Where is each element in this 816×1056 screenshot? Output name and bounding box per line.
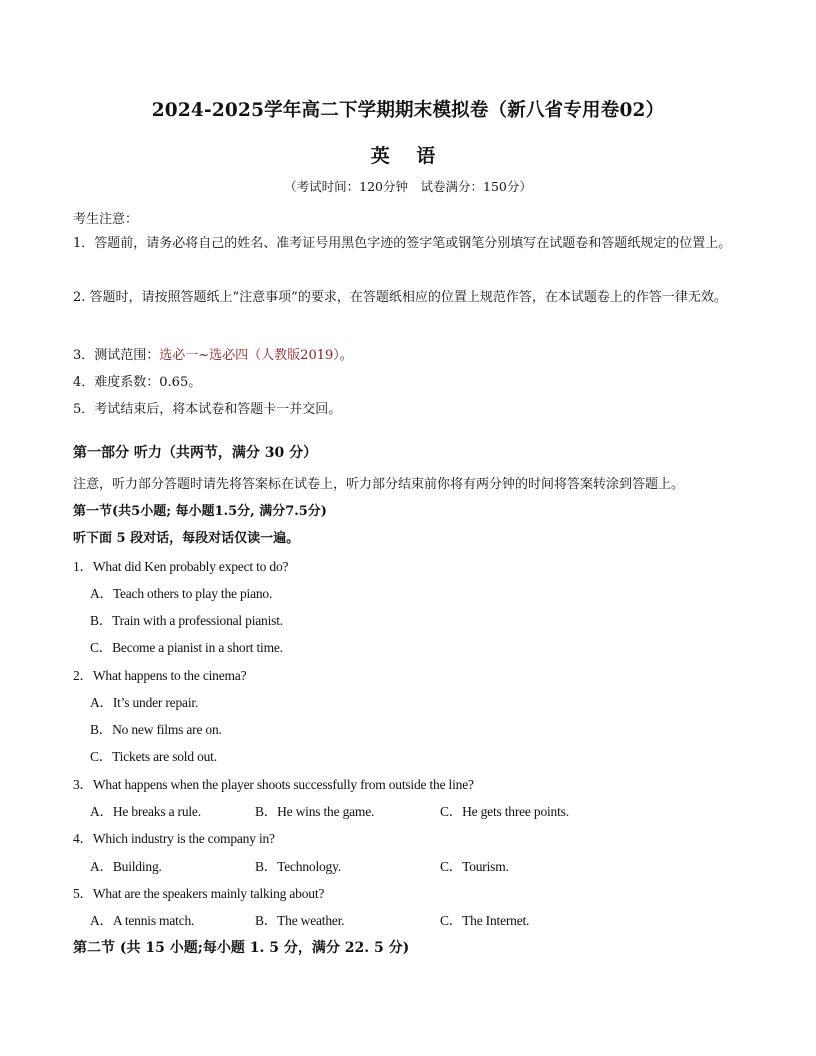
- notice-item-3-prefix: 3．测试范围：: [73, 348, 160, 363]
- section1-heading: 第一节(共5小题; 每小题1.5分, 满分7.5分): [73, 504, 327, 519]
- question-3-stem: 3．What happens when the player shoots successfully from outside the line?: [73, 777, 474, 792]
- notice-item-3: [73, 344, 353, 363]
- subject-title: 英 语: [370, 145, 446, 167]
- notice-item-2: 2. 答题时，请按照答题纸上“注意事项”的要求，在答题纸相应的位置上规范作答，在本试题卷上的作答一律无效。: [73, 290, 727, 305]
- question-3-option-b: B．He wins the game.: [255, 804, 375, 819]
- question-4-option-c: C．Tourism.: [440, 859, 509, 874]
- exam-title: 2024-2025学年高二下学期期末模拟卷（新八省专用卷02）: [151, 100, 665, 121]
- question-5-stem: 5．What are the speakers mainly talking about?: [73, 886, 325, 901]
- notice-item-1: 1．答题前，请务必将自己的姓名、准考证号用黑色字迹的签字笔或钢笔分别填写在试题卷和答题纸规定的位置上。: [73, 236, 732, 251]
- time-note: （考试时间：120分钟 试卷满分：150分）: [284, 179, 532, 194]
- question-4-stem: 4．Which industry is the company in?: [73, 831, 275, 846]
- question-4-option-a: A．Building.: [90, 859, 162, 874]
- question-3-option-a: A．He breaks a rule.: [90, 804, 201, 819]
- question-3-option-c: C．He gets three points.: [440, 804, 569, 819]
- question-2-option-c: C．Tickets are sold out.: [90, 749, 217, 764]
- question-2-stem: 2．What happens to the cinema?: [73, 668, 247, 683]
- listening-note: 注意，听力部分答题时请先将答案标在试卷上，听力部分结束前你将有两分钟的时间将答案转涂到答题上。: [73, 477, 685, 492]
- question-1-stem: 1．What did Ken probably expect to do?: [73, 559, 289, 574]
- question-5-option-b: B．The weather.: [255, 913, 345, 928]
- part1-heading: 第一部分 听力（共两节，满分 30 分）: [73, 445, 318, 461]
- section1-instruction: 听下面 5 段对话，每段对话仅读一遍。: [73, 531, 300, 546]
- question-2-option-a: A．It’s under repair.: [90, 695, 199, 710]
- notice-heading: 考生注意：: [73, 212, 139, 227]
- question-4-option-b: B．Technology.: [255, 859, 341, 874]
- question-5-option-a: A．A tennis match.: [90, 913, 195, 928]
- question-1-option-c: C．Become a pianist in a short time.: [90, 640, 283, 655]
- question-5-option-c: C．The Internet.: [440, 913, 530, 928]
- section2-heading: 第二节 (共 15 小题;每小题 1. 5 分，满分 22. 5 分): [73, 940, 410, 956]
- question-1-option-a: A．Teach others to play the piano.: [90, 586, 273, 601]
- notice-item-5: 5．考试结束后，将本试卷和答题卡一并交回。: [73, 402, 342, 417]
- question-2-option-b: B．No new films are on.: [90, 722, 222, 737]
- question-1-option-b: B．Train with a professional pianist.: [90, 613, 283, 628]
- notice-item-4: 4．难度系数：0.65。: [73, 375, 202, 390]
- notice-item-3-suffix: 。: [339, 348, 353, 363]
- test-scope: 选必一~选必四（人教版2019）: [159, 348, 340, 363]
